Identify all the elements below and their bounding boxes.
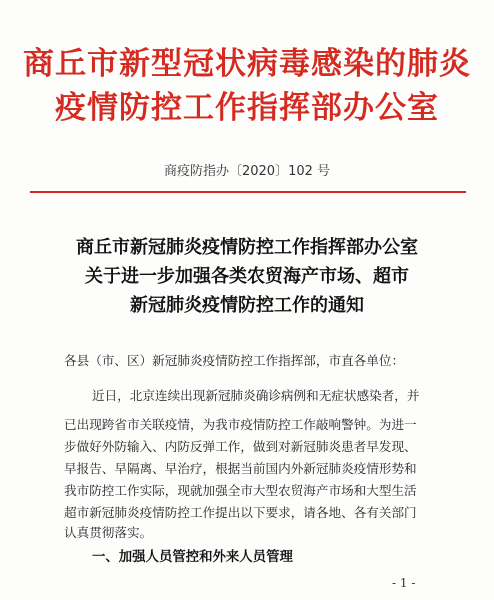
notice-title-line-1: 商丘市新冠肺炎疫情防控工作指挥部办公室	[76, 237, 418, 258]
body-line: 步做好外防输入、内防反弹工作，做到对新冠肺炎患者早发现、	[64, 439, 417, 454]
red-divider-line	[30, 191, 466, 193]
body-line: 超市新冠肺炎疫情防控工作提出以下要求，请各地、各有关部门	[64, 505, 417, 520]
issuer-header-line-1: 商丘市新型冠状病毒感染的肺炎	[23, 46, 471, 82]
notice-title-line-2: 关于进一步加强各类农贸海产市场、超市	[85, 266, 409, 287]
body-line: 早报告、早隔离、早治疗，根据当前国内外新冠肺炎疫情形势和	[64, 461, 417, 476]
body-line: 认真贯彻落实。	[64, 525, 153, 540]
document-number: 商疫防指办〔2020〕102 号	[163, 164, 331, 179]
body-line: 近日，北京连续出现新冠肺炎确诊病例和无症状感染者，并	[92, 388, 420, 403]
body-line: 我市防控工作实际，现就加强全市大型农贸海产市场和大型生活	[64, 483, 417, 498]
issuer-header-line-2: 疫情防控工作指挥部办公室	[55, 90, 439, 126]
section-heading: 一、加强人员管控和外来人员管理	[92, 550, 293, 565]
notice-title-line-3: 新冠肺炎疫情防控工作的通知	[130, 295, 364, 316]
page-number: - 1 -	[392, 576, 416, 590]
salutation: 各县（市、区）新冠肺炎疫情防控工作指挥部，市直各单位：	[64, 353, 405, 368]
body-line: 已出现跨省市关联疫情，为我市疫情防控工作敲响警钟。为进一	[64, 417, 417, 432]
